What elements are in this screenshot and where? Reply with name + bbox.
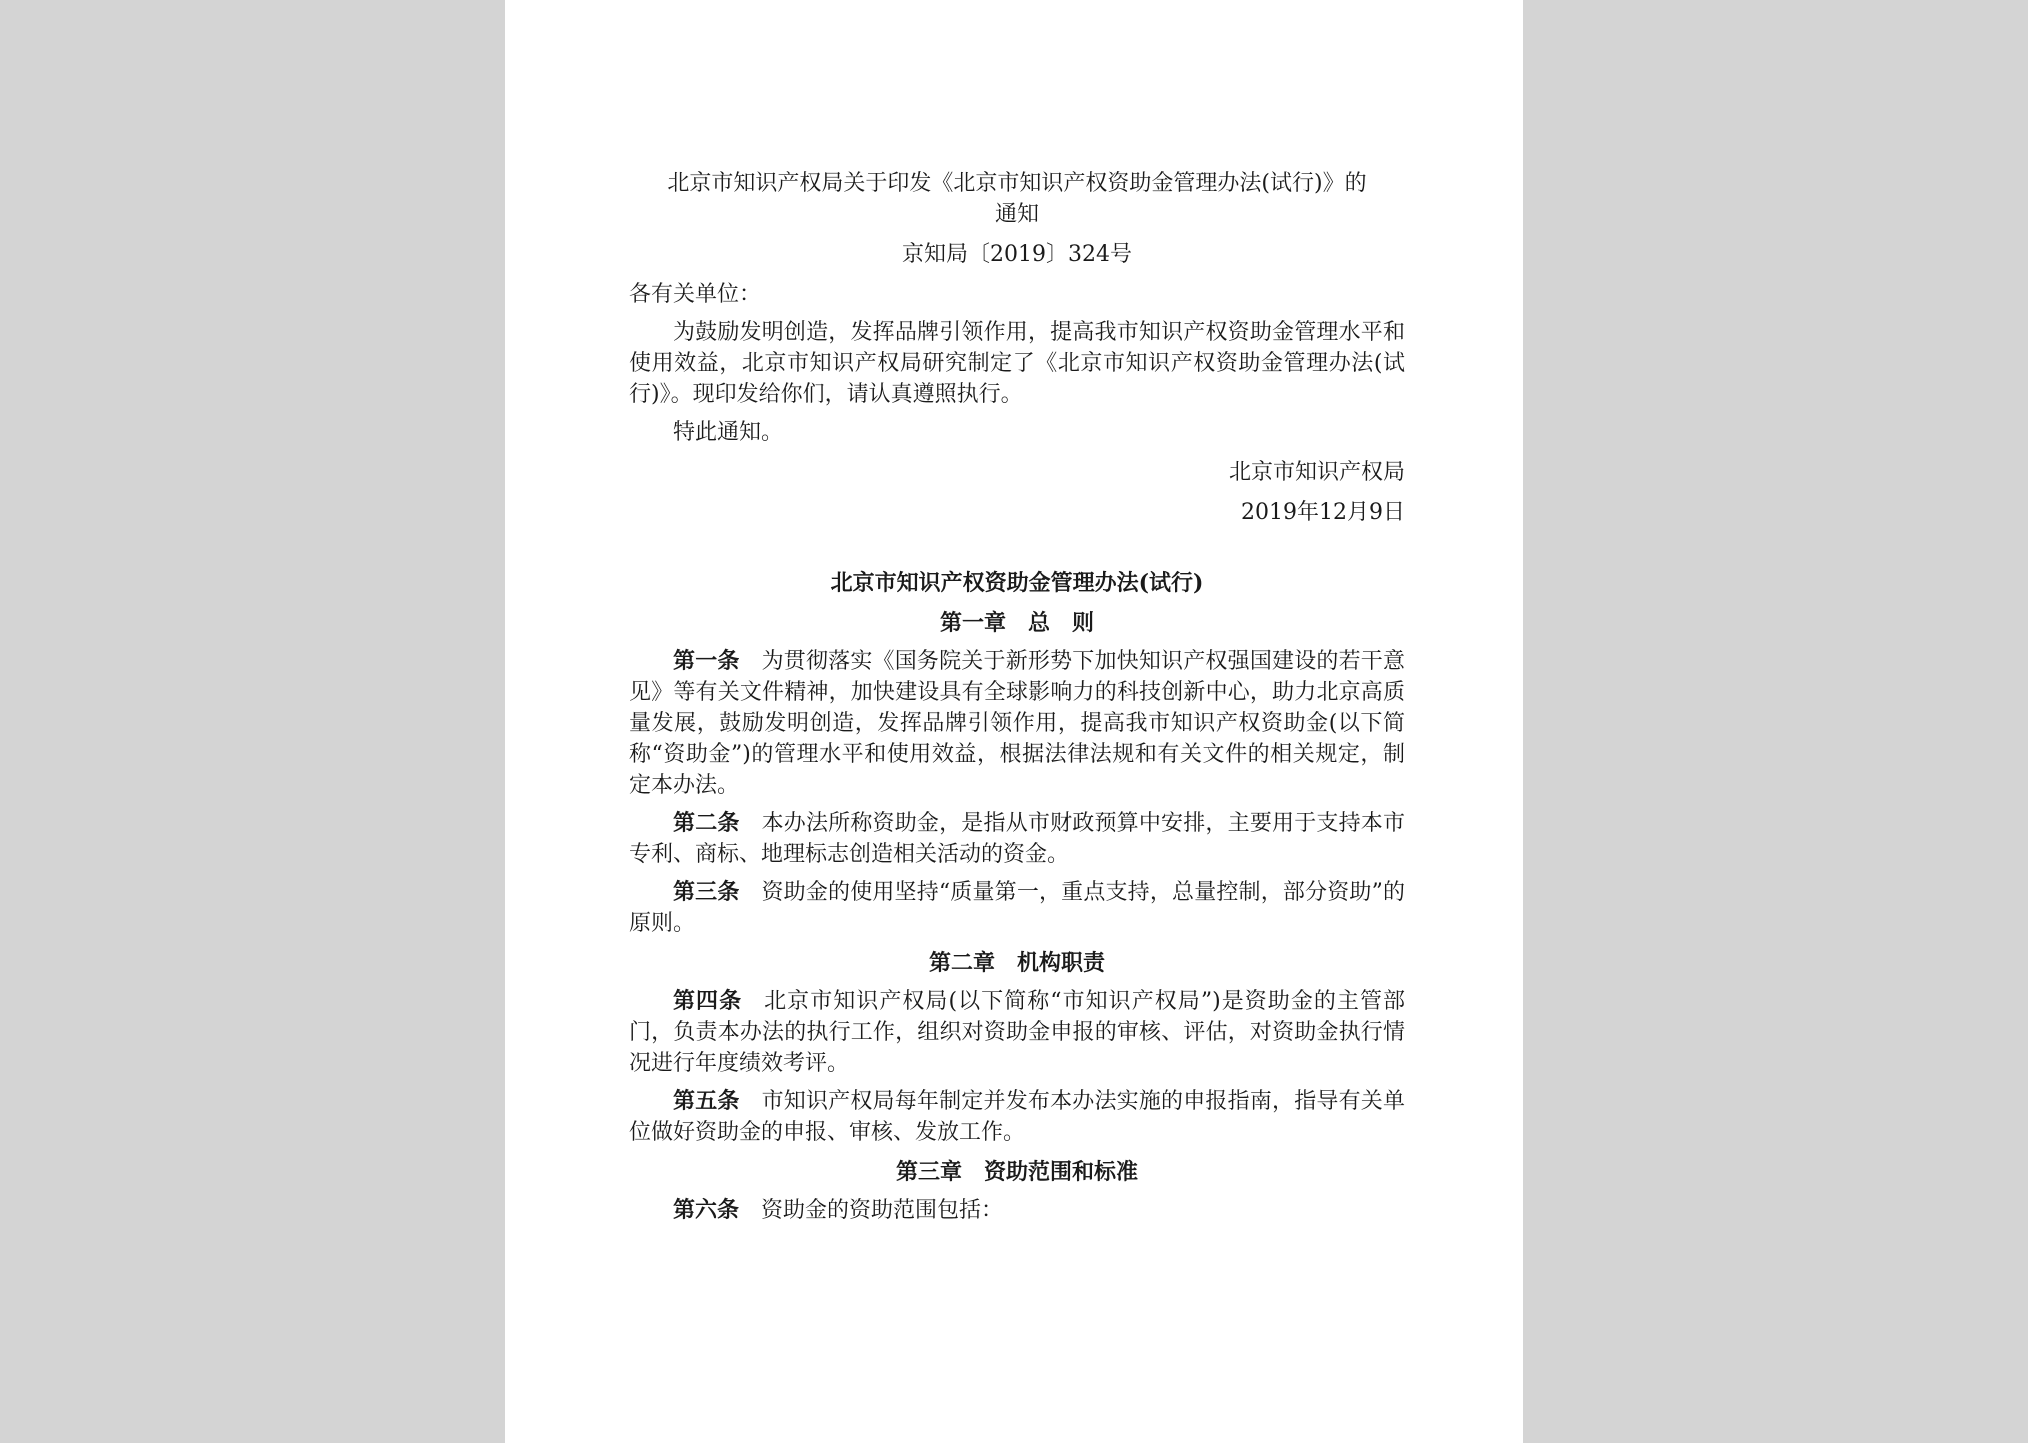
notice-closing: 特此通知。 [673, 420, 784, 445]
article-text: 资助金的资助范围包括： [761, 1198, 1004, 1223]
article-5 [629, 1086, 1405, 1148]
article-6 [629, 1195, 1405, 1226]
notice-title-line1: 北京市知识产权局关于印发《北京市知识产权资助金管理办法(试行)》的 [667, 171, 1367, 196]
article-2 [629, 808, 1405, 870]
issue-date: 2019年12月9日 [1241, 500, 1405, 525]
article-1 [629, 646, 1405, 801]
article-label: 第五条 [673, 1088, 740, 1114]
article-label: 第四条 [673, 988, 743, 1014]
article-label: 第六条 [673, 1197, 740, 1223]
notice-body: 为鼓励发明创造，发挥品牌引领作用，提高我市知识产权资助金管理水平和使用效益，北京市知识产权局研究制定了《北京市知识产权资助金管理办法(试行)》。现印发给你们，请认真遵照执行。 [629, 320, 1405, 407]
document-content [629, 168, 1405, 1226]
article-text: 为贯彻落实《国务院关于新形势下加快知识产权强国建设的若干意见》等有关文件精神，加快建设具有全球影响力的科技创新中心，助力北京高质量发展，鼓励发明创造，发挥品牌引领作用，提高我市知识产权资助金(以下简称“资助金”)的管理水平和使用效益，根据法律法规和有关文件的相关规定，制定本办法。 [629, 649, 1405, 798]
article-text: 本办法所称资助金，是指从市财政预算中安排，主要用于支持本市专利、商标、地理标志创造相关活动的资金。 [629, 811, 1405, 867]
chapter-3-heading: 第三章 资助范围和标准 [895, 1159, 1138, 1185]
article-4 [629, 986, 1405, 1079]
article-3 [629, 877, 1405, 939]
article-label: 第一条 [673, 648, 740, 674]
document-number: 京知局〔2019〕324号 [902, 242, 1132, 267]
article-label: 第二条 [673, 810, 740, 836]
article-label: 第三条 [673, 879, 740, 905]
notice-title [629, 168, 1405, 230]
chapter-2-heading: 第二章 机构职责 [928, 950, 1105, 976]
addressee: 各有关单位： [629, 282, 762, 307]
article-text: 资助金的使用坚持“质量第一，重点支持，总量控制，部分资助”的原则。 [629, 880, 1405, 936]
article-text: 市知识产权局每年制定并发布本办法实施的申报指南，指导有关单位做好资助金的申报、审核、发放工作。 [629, 1089, 1405, 1145]
measures-title: 北京市知识产权资助金管理办法(试行) [830, 570, 1204, 596]
chapter-1-heading: 第一章 总 则 [939, 610, 1094, 636]
document-page [505, 0, 1523, 1443]
notice-title-line2: 通知 [994, 202, 1039, 227]
article-text: 北京市知识产权局(以下简称“市知识产权局”)是资助金的主管部门，负责本办法的执行工作，组织对资助金申报的审核、评估，对资助金执行情况进行年度绩效考评。 [629, 989, 1405, 1076]
issuer: 北京市知识产权局 [1228, 460, 1405, 485]
